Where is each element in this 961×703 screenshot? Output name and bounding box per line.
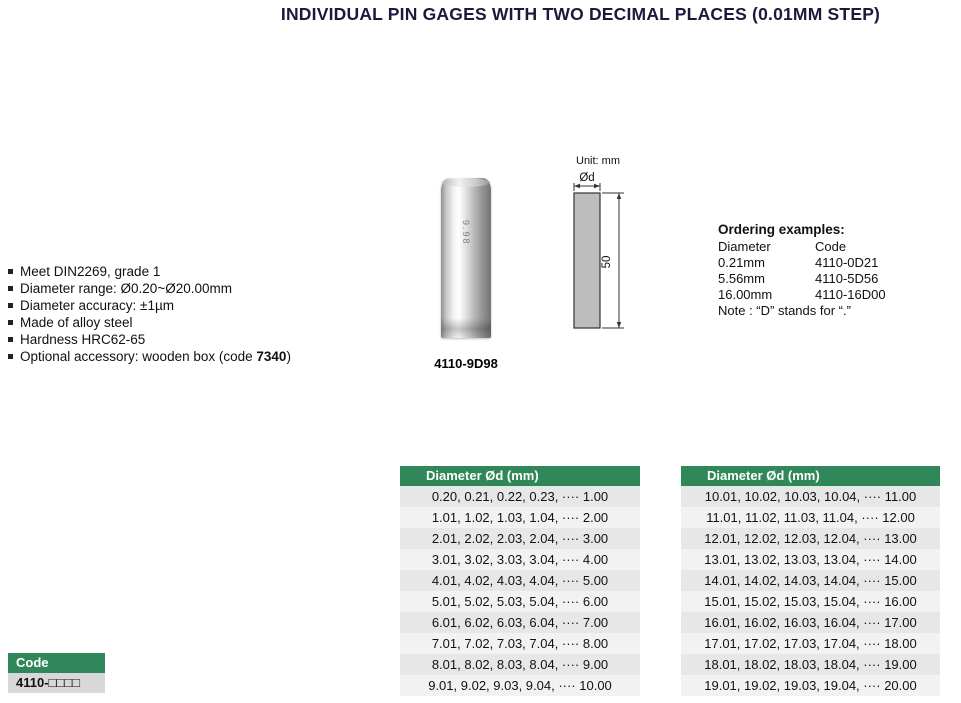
ordering-col-code: Code: [815, 239, 847, 254]
table-row: 7.01, 7.02, 7.03, 7.04, ···· 8.00: [400, 633, 640, 654]
table-row: 3.01, 3.02, 3.03, 3.04, ···· 4.00: [400, 549, 640, 570]
bullet-icon: [8, 303, 13, 308]
feature-item: [8, 280, 291, 297]
table-row: 4.01, 4.02, 4.03, 4.04, ···· 5.00: [400, 570, 640, 591]
bullet-icon: [8, 337, 13, 342]
feature-item: [8, 263, 291, 280]
bullet-icon: [8, 286, 13, 291]
feature-text: Made of alloy steel: [20, 315, 133, 330]
ordering-examples: [718, 222, 953, 319]
feature-list: [8, 263, 291, 365]
ordering-row: 5.56mm 4110-5D56: [718, 271, 879, 286]
table-row: 16.01, 16.02, 16.03, 16.04, ···· 17.00: [681, 612, 940, 633]
table-row: 12.01, 12.02, 12.03, 12.04, ···· 13.00: [681, 528, 940, 549]
table-row: 9.01, 9.02, 9.03, 9.04, ···· 10.00: [400, 675, 640, 696]
feature-text: Hardness HRC62-65: [20, 332, 146, 347]
ordering-row: 16.00mm 4110-16D00: [718, 287, 886, 302]
page-title: INDIVIDUAL PIN GAGES WITH TWO DECIMAL PLACES (0.01MM STEP): [280, 4, 881, 24]
pin-marking-text: 9.98: [461, 220, 471, 246]
feature-item: [8, 297, 291, 314]
table-row: 2.01, 2.02, 2.03, 2.04, ···· 3.00: [400, 528, 640, 549]
table-row: 14.01, 14.02, 14.03, 14.04, ···· 15.00: [681, 570, 940, 591]
dimension-drawing: [562, 150, 648, 342]
ordering-note: Note : “D” stands for “.”: [718, 303, 851, 318]
feature-text: Optional accessory: wooden box (code 7340): [20, 349, 291, 364]
feature-item: [8, 348, 291, 365]
table-row: 18.01, 18.02, 18.03, 18.04, ···· 19.00: [681, 654, 940, 675]
table-header: Diameter Ød (mm): [681, 466, 940, 486]
table-row: 17.01, 17.02, 17.03, 17.04, ···· 18.00: [681, 633, 940, 654]
bullet-icon: [8, 320, 13, 325]
feature-text: Meet DIN2269, grade 1: [20, 264, 161, 279]
table-row: 13.01, 13.02, 13.03, 13.04, ···· 14.00: [681, 549, 940, 570]
table-row: 11.01, 11.02, 11.03, 11.04, ···· 12.00: [681, 507, 940, 528]
pin-gage-photo: [441, 178, 491, 338]
table-row: 1.01, 1.02, 1.03, 1.04, ···· 2.00: [400, 507, 640, 528]
pin-outline: [574, 193, 600, 328]
length-dim-label: 50: [601, 255, 613, 269]
unit-label: Unit: mm: [576, 155, 620, 167]
bullet-icon: [8, 269, 13, 274]
product-model-label: 4110-9D98: [434, 356, 498, 371]
table-row: 0.20, 0.21, 0.22, 0.23, ···· 1.00: [400, 486, 640, 507]
ordering-row: 0.21mm 4110-0D21: [718, 255, 879, 270]
diameter-dim-label: Ød: [579, 172, 595, 184]
diameter-table-right: [681, 466, 940, 696]
feature-item: [8, 314, 291, 331]
table-row: 15.01, 15.02, 15.03, 15.04, ···· 16.00: [681, 591, 940, 612]
product-figure: [420, 178, 512, 371]
feature-item: [8, 331, 291, 348]
table-row: 5.01, 5.02, 5.03, 5.04, ···· 6.00: [400, 591, 640, 612]
table-row: 8.01, 8.02, 8.03, 8.04, ···· 9.00: [400, 654, 640, 675]
diameter-table-left: [400, 466, 640, 696]
table-row: 6.01, 6.02, 6.03, 6.04, ···· 7.00: [400, 612, 640, 633]
bullet-icon: [8, 354, 13, 359]
ordering-col-diameter: Diameter: [718, 239, 771, 254]
feature-text: Diameter accuracy: ±1µm: [20, 298, 174, 313]
code-box-value: 4110-□□□□: [8, 673, 105, 693]
table-header: Diameter Ød (mm): [400, 466, 640, 486]
order-code-box: [8, 653, 105, 693]
table-row: 10.01, 10.02, 10.03, 10.04, ···· 11.00: [681, 486, 940, 507]
table-row: 19.01, 19.02, 19.03, 19.04, ···· 20.00: [681, 675, 940, 696]
code-box-header: Code: [8, 653, 105, 673]
ordering-heading: Ordering examples:: [718, 222, 845, 237]
ordering-column-headers: [718, 239, 953, 255]
feature-text: Diameter range: Ø0.20~Ø20.00mm: [20, 281, 232, 296]
